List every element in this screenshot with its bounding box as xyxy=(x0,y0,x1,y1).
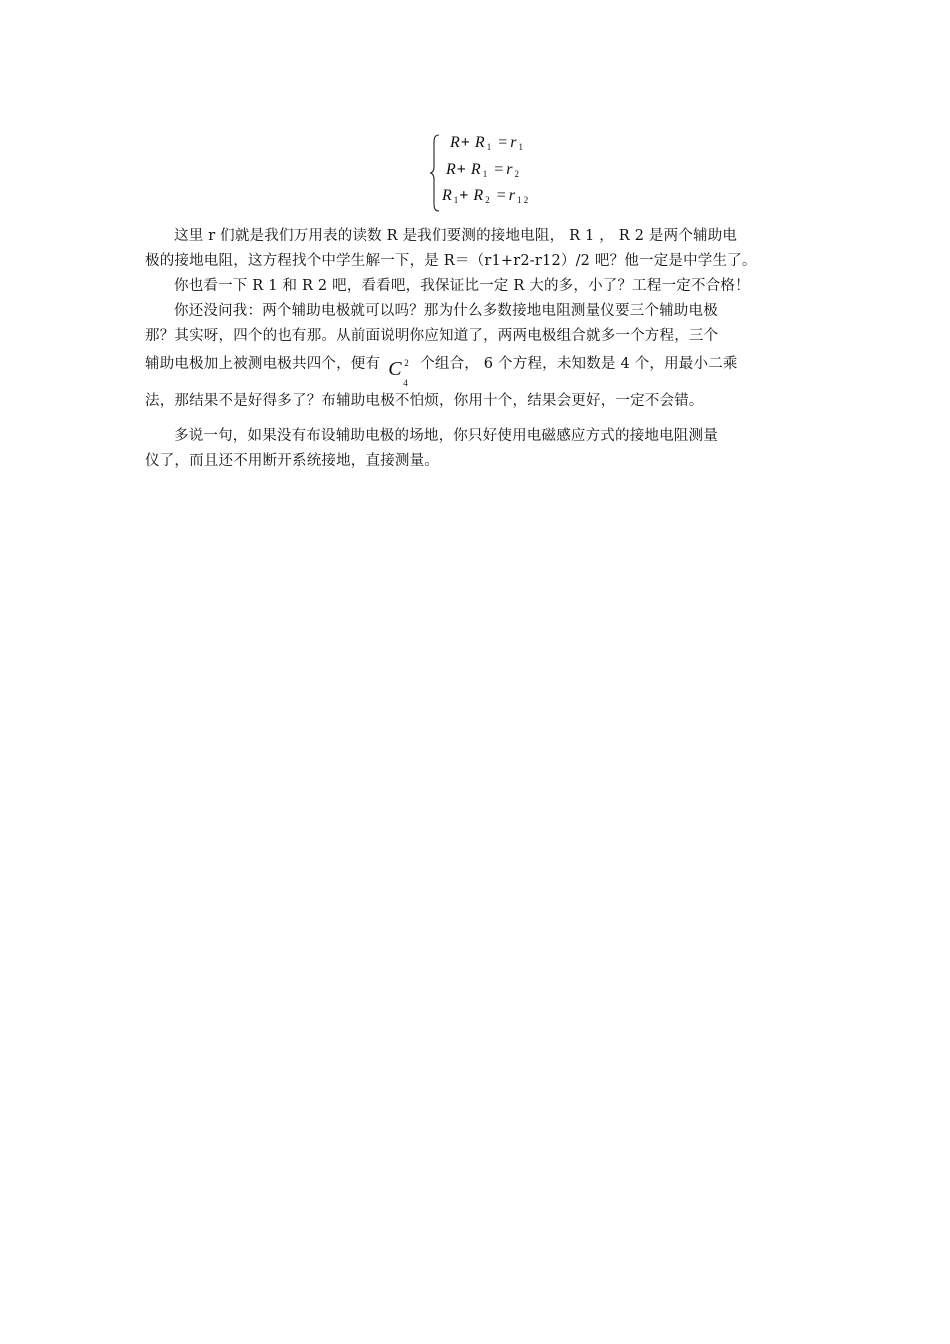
eq-subscript: 1 xyxy=(482,169,488,179)
formula-letter: C xyxy=(388,358,402,380)
eq-equals: = xyxy=(496,187,506,204)
text-fragment: 辅助电极加上被测电极共四个，便有 xyxy=(145,356,381,372)
eq-term: R xyxy=(470,161,481,178)
equation-system xyxy=(430,132,580,216)
eq-term: r xyxy=(508,187,515,204)
formula-subscript: 4 xyxy=(403,378,408,388)
equation-row-1 xyxy=(450,134,523,156)
paragraph-3 xyxy=(145,299,810,414)
left-brace xyxy=(430,134,440,212)
eq-term: r xyxy=(506,161,513,178)
text-fragment: 个组合， 6 个方程，未知数是 4 个，用最小二乘 xyxy=(420,356,738,372)
text-line: 极的接地电阻，这方程找个中学生解一下，是 R＝（r1+r2-r12）/2 吧？他一定是中学生了。 xyxy=(145,253,757,269)
equation-row-2 xyxy=(446,161,519,183)
text-line-with-formula xyxy=(145,349,810,389)
combination-formula xyxy=(380,350,420,388)
eq-plus: + xyxy=(460,134,470,151)
eq-term: R xyxy=(474,134,485,151)
eq-plus: + xyxy=(459,187,469,204)
text-line: 那？其实呀，四个的也有那。从前面说明你应知道了，两两电极组合就多一个方程，三个 xyxy=(145,328,719,344)
eq-equals: = xyxy=(498,134,508,151)
equation-row-3 xyxy=(442,187,528,209)
eq-subscript: 2 xyxy=(485,195,490,205)
eq-term: R xyxy=(473,187,484,204)
eq-subscript: 1 xyxy=(453,195,459,205)
eq-term: r xyxy=(510,134,517,151)
eq-equals: = xyxy=(494,161,504,178)
eq-subscript: 1 xyxy=(518,142,523,152)
eq-term: R xyxy=(442,187,452,204)
text-line: 多说一句，如果没有布设辅助电极的场地，你只好使用电磁感应方式的接地电阻测量 xyxy=(174,428,718,444)
formula-superscript: 2 xyxy=(404,358,409,368)
text-line: 这里 r 们就是我们万用表的读数 R 是我们要测的接地电阻， R 1 ， R 2 是两个辅助电 xyxy=(174,228,738,244)
text-line: 你也看一下 R 1 和 R 2 吧，看看吧，我保证比一定 R 大的多，小了？工程一定不合格！ xyxy=(174,278,750,294)
eq-subscript: 1 2 xyxy=(516,195,529,205)
eq-subscript: 2 xyxy=(514,169,519,179)
text-line: 你还没问我：两个辅助电极就可以吗？那为什么多数接地电阻测量仪要三个辅助电极 xyxy=(174,303,718,319)
paragraph-2 xyxy=(145,274,810,299)
paragraph-4 xyxy=(145,424,810,474)
eq-plus: + xyxy=(456,161,466,178)
text-line: 仪了，而且还不用断开系统接地，直接测量。 xyxy=(145,453,439,469)
eq-subscript: 1 xyxy=(486,142,492,152)
paragraph-1 xyxy=(145,224,810,274)
eq-term: R xyxy=(446,161,456,178)
text-line: 法，那结果不是好得多了？布辅助电极不怕烦，你用十个，结果会更好，一定不会错。 xyxy=(145,393,704,409)
eq-term: R xyxy=(450,134,460,151)
